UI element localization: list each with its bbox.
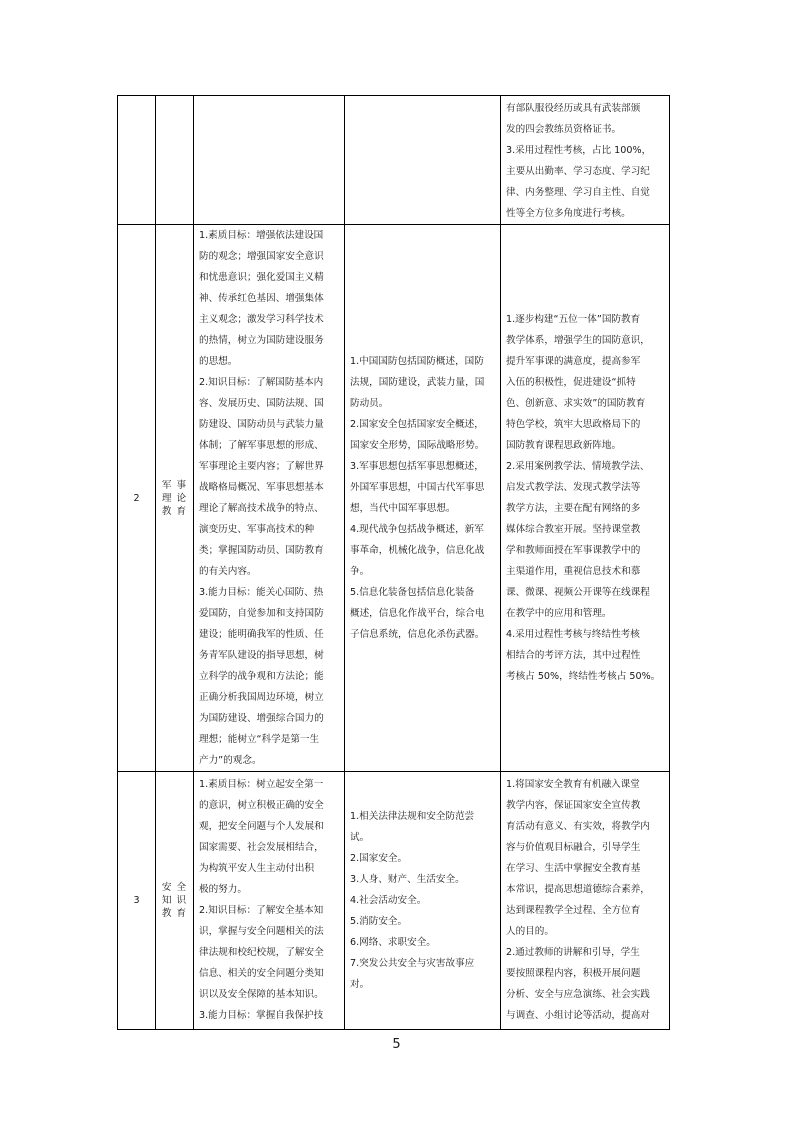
row-number-cell: 3 <box>118 772 156 1030</box>
requirements-cell <box>501 225 670 772</box>
content-cell <box>345 772 501 1030</box>
course-name-cell <box>156 225 194 772</box>
page-number: 5 <box>392 1037 401 1052</box>
objectives-cell <box>194 225 345 772</box>
content-text: 1.中国国防包括国防概述，国防 法规，国防建设，武装力量，国 防动员。 2.国家安全包括国家安全概述， 国家安全形势，国际战略形势。 3.军事思想包括军事思想概述， 外国军事思想，中国古代军事思 想，当代中国军事思想。 4.现代战争包括战争概述，新军 事革命，机械化战争，信息化战 争。 5.信息化装备包括信息化装备 概述，信息化作战平台，综合电 子信息系统，信息化杀伤武器。 <box>350 356 485 640</box>
requirements-text: 1.将国家安全教育有机融入课堂 教学内容，保证国家安全宣传教 育活动有意义、有实效，将教学内 容与价值观目标融合，引导学生 在学习、生活中掌握安全教育基 本常识，提高思想道德综合素养， 达到课程教学全过程、全方位育 人的目的。 2.通过教师的讲解和引导，学生 要按照课程内容，积极开展问题 分析、安全与应急演练、社会实践 与调查、小组讨论等活动，提高对 <box>506 779 650 1021</box>
content-cell <box>345 225 501 772</box>
requirements-text: 1.逐步构建“五位一体”国防教育 教学体系，增强学生的国防意识， 提升军事课的满意度，提高参军 入伍的积极性，促进建设“抓特 色、创新意、求实效”的国防教育 特色学校，筑牢大思政格局下的 国防教育课程思政新阵地。 2.采用案例教学法、情境教学法、 启发式教学法、发现式教学法等 教学方法，主要在配有网络的多 媒体综合教室开展。坚持课堂教 学和教师面授在军事课教学中的 主渠道作用，重视信息技术和慕 课、微课、视频公开课等在线课程 在教学中的应用和管理。 4.采用过程性考核与终结性考核 相结合的考评方法，其中过程性 考核占 50%，终结性考核占 50%。 <box>506 314 661 682</box>
table-row <box>118 225 670 772</box>
objectives-cell <box>194 96 345 225</box>
course-name: 军 事 理 论 教 育 <box>161 479 188 517</box>
objectives-cell <box>194 772 345 1030</box>
requirements-cell <box>501 772 670 1030</box>
curriculum-table <box>117 95 670 1030</box>
table-row <box>118 96 670 225</box>
row-number-cell: 2 <box>118 225 156 772</box>
row-number-cell <box>118 96 156 225</box>
course-name-cell <box>156 772 194 1030</box>
table-row <box>118 772 670 1030</box>
requirements-text: 有部队服役经历或具有武装部颁 发的四会教练员资格证书。 3.采用过程性考核，占比 100%， 主要从出勤率、学习态度、学习纪 律、内务整理、学习自主性、自觉 性等全方位多角度进行考核。 <box>506 103 652 219</box>
requirements-cell <box>501 96 670 225</box>
objectives-text: 1.素质目标：增强依法建设国 防的观念；增强国家安全意识 和忧患意识；强化爱国主义精 神、传承红色基因、增强集体 主义观念；激发学习科学技术 的热情，树立为国防建设服务 的思想。 2.知识目标：了解国防基本内 容、发展历史、国防法规、国 防建设、国防动员与武装力量 体制；了解军事思想的形成、 军事理论主要内容；了解世界 战略格局概况、军事思想基本 理论了解高技术战争的特点、 演变历史、军事高技术的种 类；掌握国防动员、国防教育 的有关内容。 3.能力目标：能关心国防、热 爱国防，自觉参加和支持国防 建设；能明确我军的性质、任 务青军队建设的指导思想，树 立科学的战争观和方法论；能 正确分析我国周边环境，树立 为国防建设、增强综合国力的 理想；能树立“科学是第一生 产力”的观念。 <box>199 230 324 766</box>
objectives-text: 1.素质目标：树立起安全第一 的意识，树立积极正确的安全 观，把安全问题与个人发展和 国家需要、社会发展相结合， 为构筑平安人生主动付出积 极的努力。 2.知识目标：了解安全基本知 识，掌握与安全问题相关的法 律法规和校纪校规，了解安全 信息、相关的安全问题分类知 识以及安全保障的基本知识。 3.能力目标：掌握自我保护技 <box>199 779 324 1021</box>
content-cell <box>345 96 501 225</box>
content-text: 1.相关法律法规和安全防范尝 试。 2.国家安全。 3.人身、财产、生活安全。 4.社会活动安全。 5.消防安全。 6.网络、求职安全。 7.突发公共安全与灾害故事应 对。 <box>350 811 475 990</box>
course-name-cell <box>156 96 194 225</box>
course-name: 安 全 知 识 教 育 <box>161 882 188 919</box>
